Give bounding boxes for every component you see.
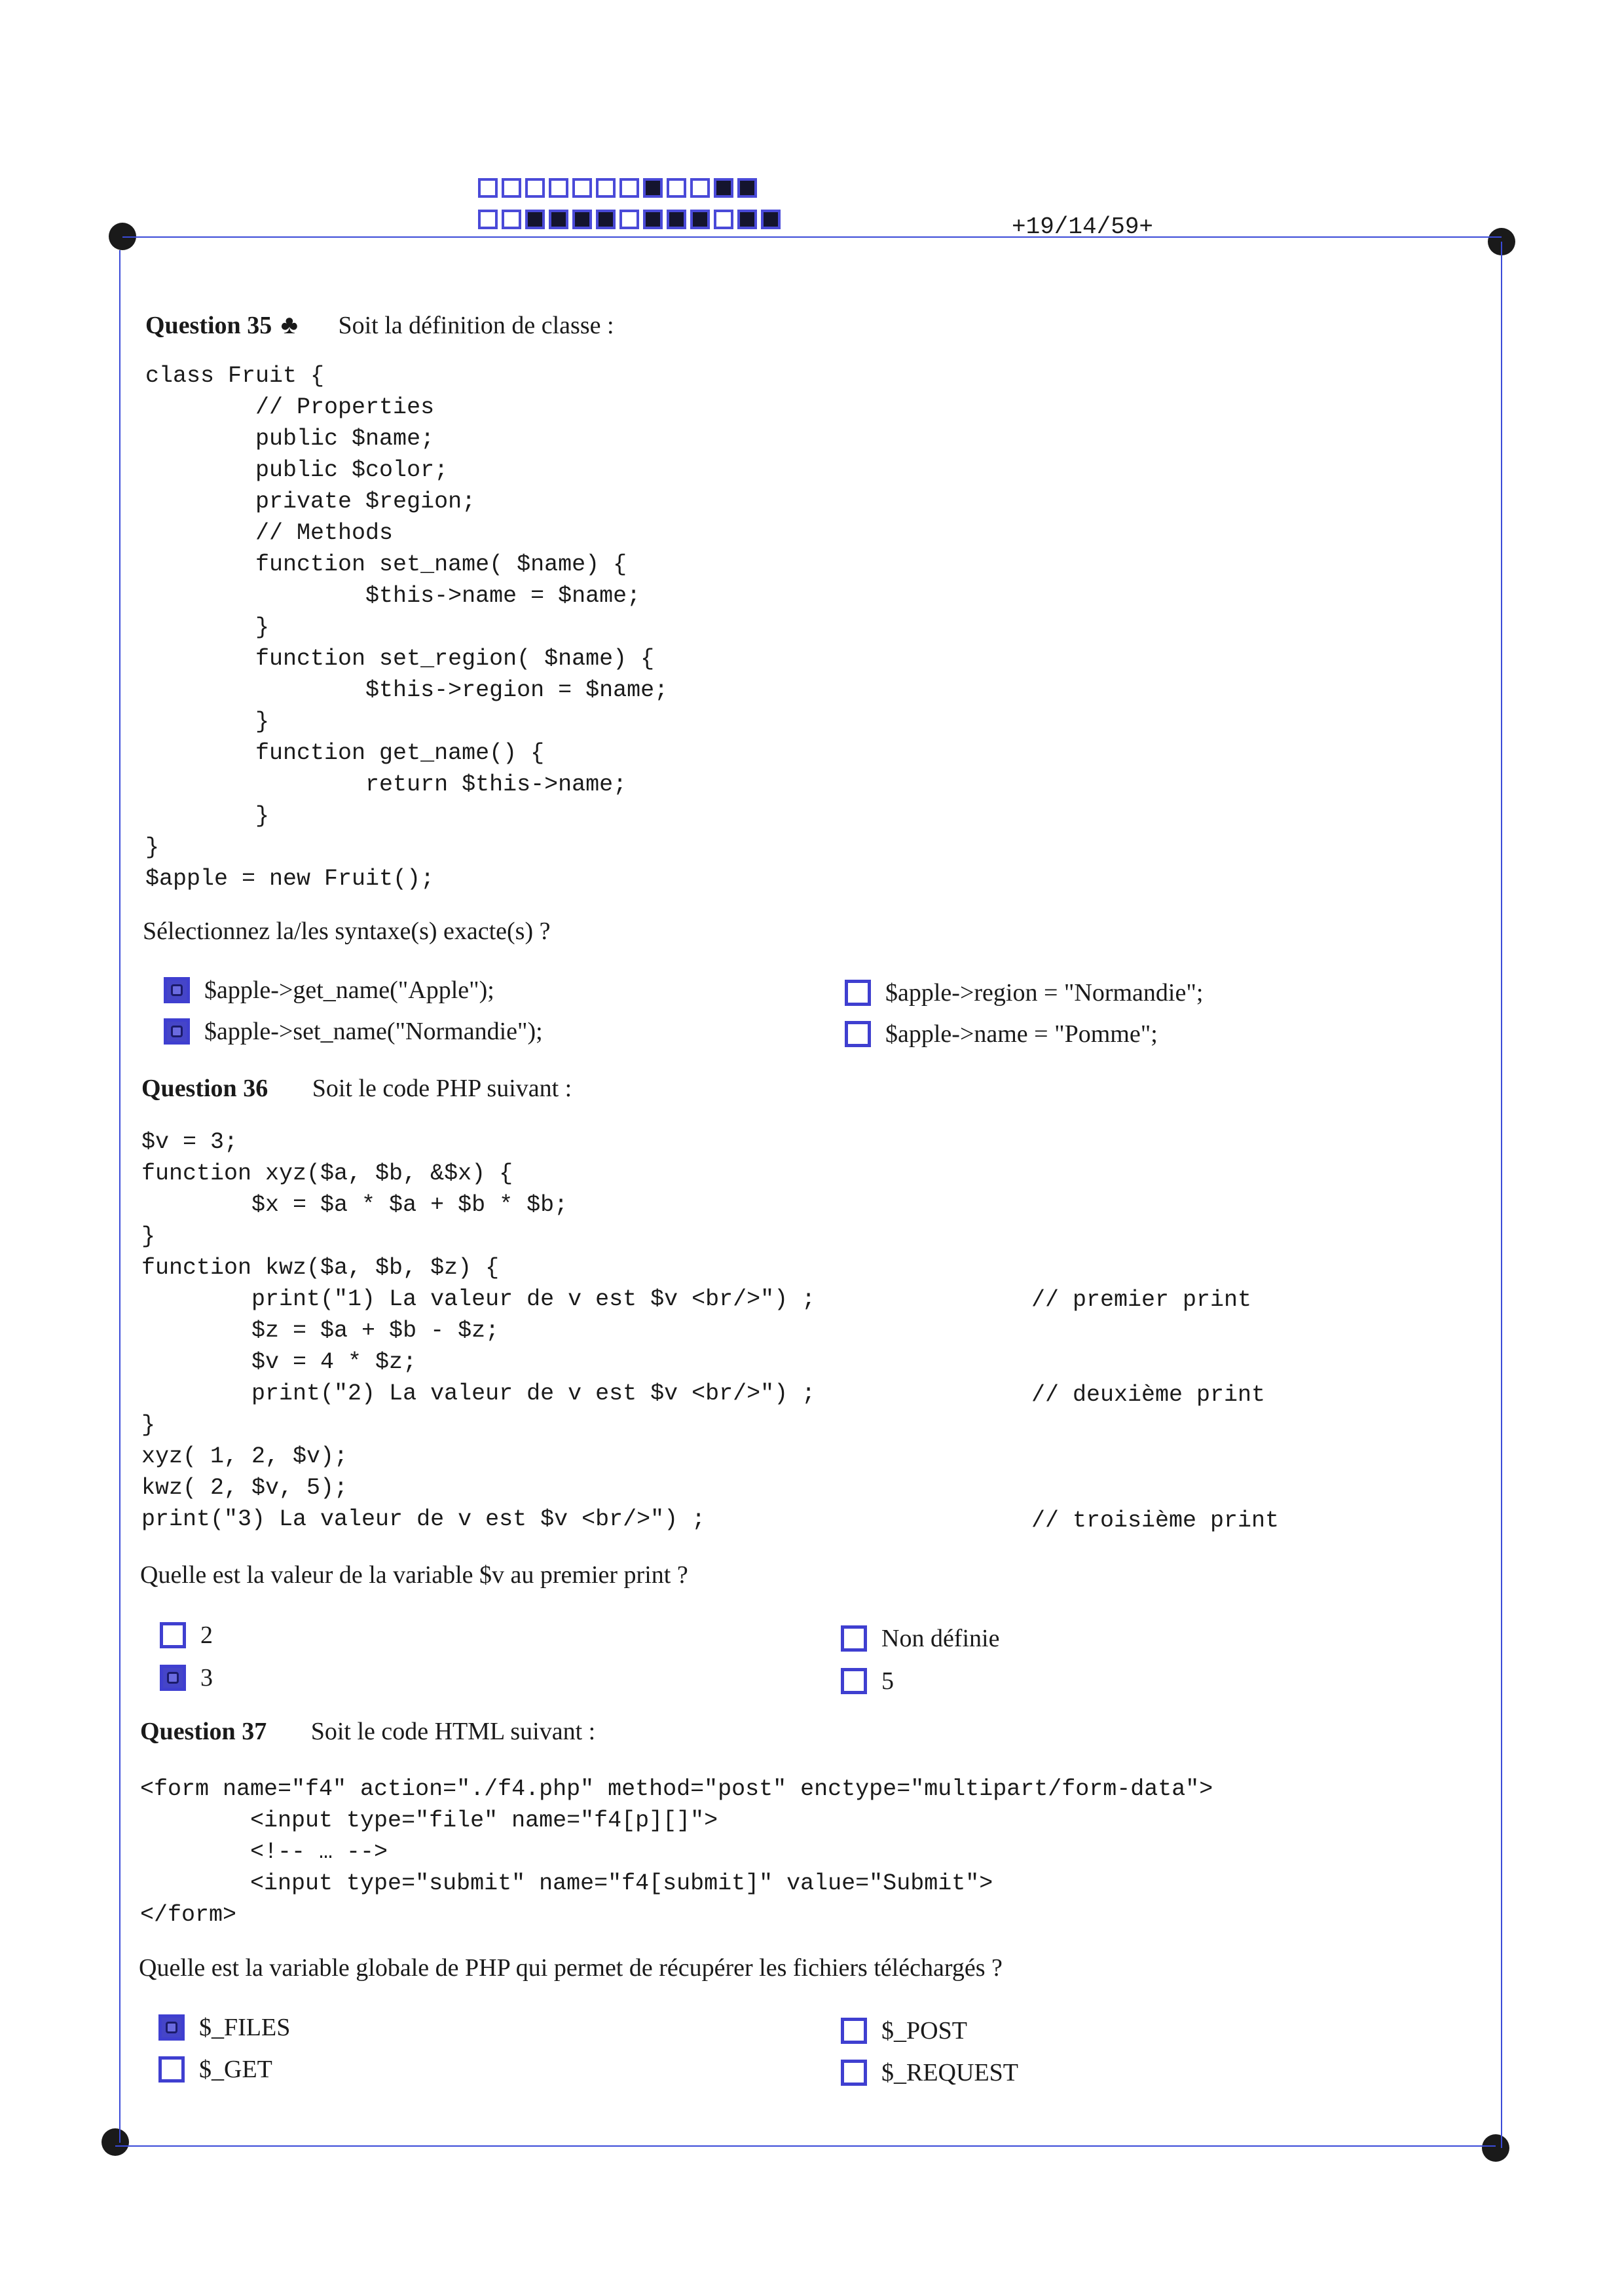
barcode-cell [737,210,757,229]
question-35-code: class Fruit { // Properties public $name; public $color; private $region; // Methods function set_name( $name) { $this->name = $name; } function set_region( $name) { $this->region = $name; } function get_name() { return $this->name; } } $apple = new Fruit(); [145,363,669,892]
q37-option-1[interactable] [158,2013,290,2042]
q36-option-4[interactable] [841,1667,894,1695]
q37-option-2[interactable] [158,2055,272,2084]
code-comment: // premier print [1031,1287,1252,1313]
answer-checkbox[interactable] [845,1021,871,1047]
corner-mark-bottom-right [1482,2134,1509,2162]
option-text: $apple->name = "Pomme"; [885,1020,1158,1048]
page-barcode-row-2 [478,210,781,229]
q36-option-2[interactable] [160,1663,213,1692]
question-35-prompt: Sélectionnez la/les syntaxe(s) exacte(s) ? [143,917,551,945]
q37-option-4[interactable] [841,2058,1018,2087]
option-text: $_FILES [199,2014,291,2041]
answer-checkbox[interactable] [164,1018,190,1045]
question-35-header [145,309,614,340]
option-text: $_GET [199,2056,272,2083]
option-text: 2 [200,1621,213,1649]
barcode-cell [690,210,710,229]
barcode-cell [525,178,545,198]
option-text: Non définie [881,1625,1000,1652]
page-barcode-row-1 [478,178,757,198]
code-comment: // deuxième print [1031,1382,1266,1408]
option-text: 5 [881,1667,894,1695]
answer-checkbox[interactable] [841,2018,867,2044]
answer-checkbox[interactable] [841,1668,867,1694]
barcode-cell [619,210,639,229]
barcode-cell [667,178,686,198]
question-36-prompt: Quelle est la valeur de la variable $v au premier print ? [140,1561,688,1589]
answer-checkbox[interactable] [164,977,190,1003]
barcode-cell [572,178,592,198]
q35-option-1[interactable] [164,976,494,1005]
answer-checkbox[interactable] [160,1665,186,1691]
question-36-header [141,1074,572,1103]
barcode-cell [619,178,639,198]
barcode-cell [643,178,663,198]
answer-checkbox[interactable] [845,980,871,1006]
answer-checkbox[interactable] [158,2014,185,2041]
barcode-cell [667,210,686,229]
club-icon: ♣ [280,310,298,339]
option-text: $apple->set_name("Normandie"); [204,1018,543,1045]
question-label: Question 35 [145,312,272,339]
frame-right-line [1501,242,1502,2148]
barcode-cell [502,178,521,198]
barcode-cell [572,210,592,229]
answer-checkbox[interactable] [158,2056,185,2083]
answer-checkbox[interactable] [160,1622,186,1648]
option-text: $_POST [881,2017,967,2045]
frame-bottom-line [115,2145,1496,2147]
question-intro: Soit la définition de classe : [338,312,614,339]
question-label: Question 37 [140,1718,267,1745]
question-36-code: $v = 3; function xyz($a, $b, &$x) { $x = $a * $a + $b * $b; } function kwz($a, $b, $z) { print("1) La valeur de v est $v <br/>") ; $z = $a + $b - $z; $v = 4 * $z; print("2) La valeur de v est $v <br/>") ; } xyz( 1, 2, $v); kwz( 2, $v, 5); print("3) La valeur de v est $v <br/>") ; [141,1129,816,1532]
barcode-cell [525,210,545,229]
answer-checkbox[interactable] [841,1625,867,1652]
barcode-cell [549,210,568,229]
question-intro: Soit le code HTML suivant : [310,1718,596,1745]
barcode-cell [714,210,733,229]
q36-option-3[interactable] [841,1624,999,1653]
barcode-cell [737,178,757,198]
q35-option-2[interactable] [164,1017,543,1046]
question-37-prompt: Quelle est la variable globale de PHP qui permet de récupérer les fichiers téléchargés ? [139,1954,1003,1982]
frame-top-line [122,236,1502,238]
page-id: +19/14/59+ [1012,213,1154,240]
barcode-cell [478,210,498,229]
barcode-cell [761,210,781,229]
barcode-cell [596,178,616,198]
barcode-cell [502,210,521,229]
option-text: $apple->region = "Normandie"; [885,979,1204,1007]
barcode-cell [690,178,710,198]
question-intro: Soit le code PHP suivant : [312,1075,572,1102]
corner-mark-bottom-left [101,2128,129,2156]
option-text: $apple->get_name("Apple"); [204,976,494,1004]
barcode-cell [643,210,663,229]
barcode-cell [549,178,568,198]
question-label: Question 36 [141,1075,268,1102]
q35-option-4[interactable] [845,1020,1158,1048]
answer-checkbox[interactable] [841,2060,867,2086]
barcode-cell [596,210,616,229]
frame-left-line [119,250,120,2143]
barcode-cell [478,178,498,198]
question-37-header [140,1717,595,1746]
q37-option-3[interactable] [841,2016,967,2045]
option-text: $_REQUEST [881,2059,1018,2086]
q36-option-1[interactable] [160,1621,213,1650]
q35-option-3[interactable] [845,978,1203,1007]
barcode-cell [714,178,733,198]
option-text: 3 [200,1664,213,1692]
question-37-code: <form name="f4" action="./f4.php" method="post" enctype="multipart/form-data"> <input type="file" name="f4[p][]"> <!-- … --> <input type="submit" name="f4[submit]" value="Submit"> </form> [140,1776,1213,1928]
code-comment: // troisième print [1031,1508,1280,1534]
